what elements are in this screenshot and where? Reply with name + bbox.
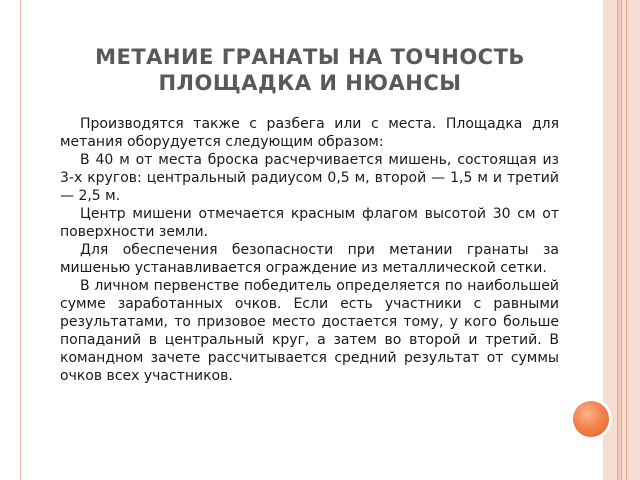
paragraph-target: В 40 м от места броска расчерчивается мишень, состоящая из 3-х кругов: центральный радиусом 0,5 м, второй — 1,5 м и третий — 2,5 м. <box>60 152 559 204</box>
orange-circle-decoration <box>573 401 609 437</box>
decorative-stripe-line <box>626 0 627 480</box>
title-line-2: ПЛОЩАДКА И НЮАНСЫ <box>158 71 462 95</box>
slide-title <box>50 44 570 96</box>
left-border-line <box>20 0 21 480</box>
decorative-stripe-line <box>617 0 618 480</box>
paragraph-intro: Производятся также с разбега или с места. Площадка для метания оборудуется следующим образом: <box>60 116 559 150</box>
paragraph-safety: Для обеспечения безопасности при метании гранаты за мишенью устанавливается ограждение из металлической сетки. <box>60 242 559 276</box>
slide-body <box>60 115 559 385</box>
paragraph-scoring: В личном первенстве победитель определяется по наибольшей сумме заработанных очков. Если есть участники с равными результатами, то призовое место достается тому, у кого больше попаданий в центральный круг, а затем во второй и третий. В командном зачете рассчитывается средний результат от суммы очков всех участников. <box>60 278 559 384</box>
paragraph-flag: Центр мишени отмечается красным флагом высотой 30 см от поверхности земли. <box>60 206 559 240</box>
decorative-stripe-line <box>621 0 622 480</box>
title-line-1: МЕТАНИЕ ГРАНАТЫ НА ТОЧНОСТЬ <box>95 45 525 69</box>
